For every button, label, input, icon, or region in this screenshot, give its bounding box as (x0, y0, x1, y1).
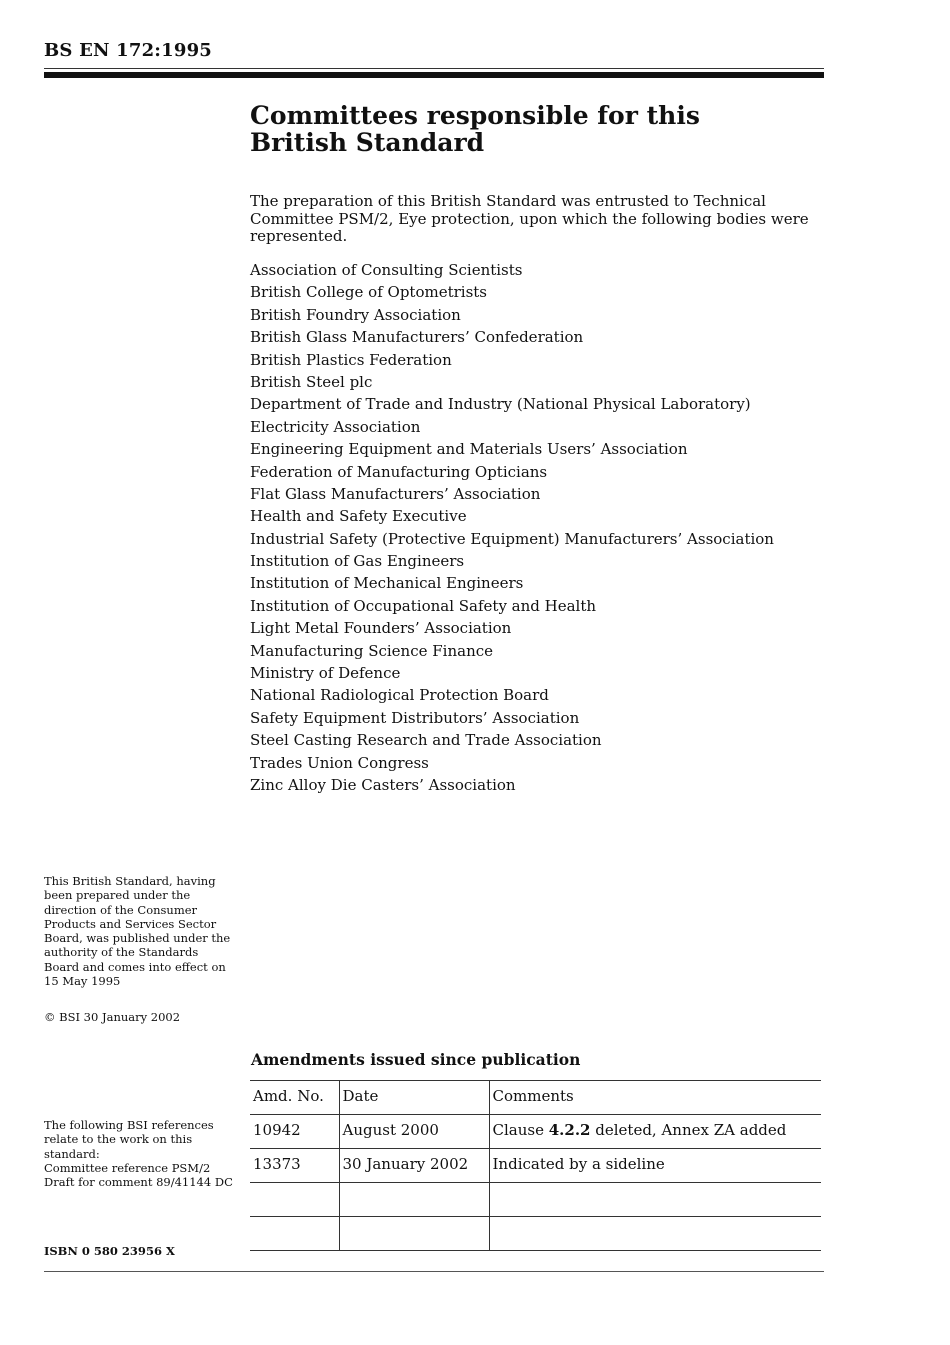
table-header-row (250, 1081, 821, 1115)
publication-note: This British Standard, having been prepared under the direction of the Consumer Products and Services Sector Board, was published under the authority of the Standards Board and comes into effect on 15 May 1995 (44, 874, 231, 989)
amendments-heading: Amendments issued since publication (251, 1050, 581, 1069)
table-row (250, 1115, 821, 1149)
list-item: Department of Trade and Industry (National Physical Laboratory) (250, 395, 751, 414)
table-row (250, 1149, 821, 1183)
comment-text: deleted, Annex ZA added (590, 1121, 787, 1139)
list-item: Electricity Association (250, 417, 421, 436)
list-item: Institution of Mechanical Engineers (250, 574, 524, 593)
date-header: Date (339, 1081, 489, 1115)
title-line-1: Committees responsible for this (250, 101, 700, 130)
represented-bodies-list (250, 259, 774, 796)
list-item: Institution of Gas Engineers (250, 552, 465, 571)
list-item: Manufacturing Science Finance (250, 641, 494, 660)
comments-cell: Indicated by a sideline (489, 1149, 821, 1183)
list-item: National Radiological Protection Board (250, 686, 549, 705)
empty-cell (489, 1183, 821, 1217)
list-item: Health and Safety Executive (250, 507, 467, 526)
list-item: Light Metal Founders’ Association (250, 619, 512, 638)
list-item: Steel Casting Research and Trade Association (250, 731, 602, 750)
list-item: British Plastics Federation (250, 350, 452, 369)
header-thick-rule (44, 72, 824, 78)
clause-number: 4.2.2 (548, 1121, 591, 1139)
list-item: British Steel plc (250, 372, 373, 391)
copyright-notice: © BSI 30 January 2002 (44, 1010, 181, 1024)
comments-header: Comments (489, 1081, 821, 1115)
list-item: Association of Consulting Scientists (250, 261, 523, 279)
empty-cell (250, 1183, 339, 1217)
list-item: Flat Glass Manufacturers’ Association (250, 484, 541, 503)
bsi-references (44, 1118, 244, 1189)
amd-no-cell: 13373 (250, 1149, 339, 1183)
table-row-empty (250, 1217, 821, 1251)
date-cell: August 2000 (339, 1115, 489, 1149)
comment-text: Clause (492, 1121, 549, 1139)
list-item: British Glass Manufacturers’ Confederation (250, 328, 584, 347)
title-line-2: British Standard (250, 128, 485, 157)
footer-rule (44, 1271, 824, 1272)
date-cell: 30 January 2002 (339, 1149, 489, 1183)
references-intro: The following BSI references relate to the work on this standard: (44, 1118, 214, 1161)
empty-cell (489, 1217, 821, 1251)
table-row-empty (250, 1183, 821, 1217)
amd-no-header: Amd. No. (250, 1081, 339, 1115)
list-item: Ministry of Defence (250, 664, 401, 683)
page-title (250, 102, 810, 156)
comments-cell (489, 1115, 821, 1149)
committee-reference: Committee reference PSM/2 (44, 1160, 211, 1175)
header-thin-rule (44, 68, 824, 69)
list-item: Trades Union Congress (250, 753, 429, 772)
list-item: Safety Equipment Distributors’ Association (250, 708, 580, 727)
amendments-table (250, 1080, 821, 1251)
draft-reference: Draft for comment 89/41144 DC (44, 1175, 233, 1190)
list-item: British College of Optometrists (250, 283, 487, 302)
empty-cell (339, 1217, 489, 1251)
intro-paragraph: The preparation of this British Standard was entrusted to Technical Committee PSM/2, Eye protection, upon which the following bodies were represented. (250, 192, 809, 245)
list-item: Zinc Alloy Die Casters’ Association (250, 775, 516, 794)
document-id: BS EN 172:1995 (44, 40, 213, 61)
list-item: Institution of Occupational Safety and Health (250, 596, 597, 615)
list-item: Engineering Equipment and Materials Users’ Association (250, 440, 688, 459)
list-item: Industrial Safety (Protective Equipment) Manufacturers’ Association (250, 529, 774, 548)
empty-cell (250, 1217, 339, 1251)
amd-no-cell: 10942 (250, 1115, 339, 1149)
list-item: Federation of Manufacturing Opticians (250, 462, 548, 481)
empty-cell (339, 1183, 489, 1217)
list-item: British Foundry Association (250, 305, 461, 324)
isbn: ISBN 0 580 23956 X (44, 1244, 175, 1258)
